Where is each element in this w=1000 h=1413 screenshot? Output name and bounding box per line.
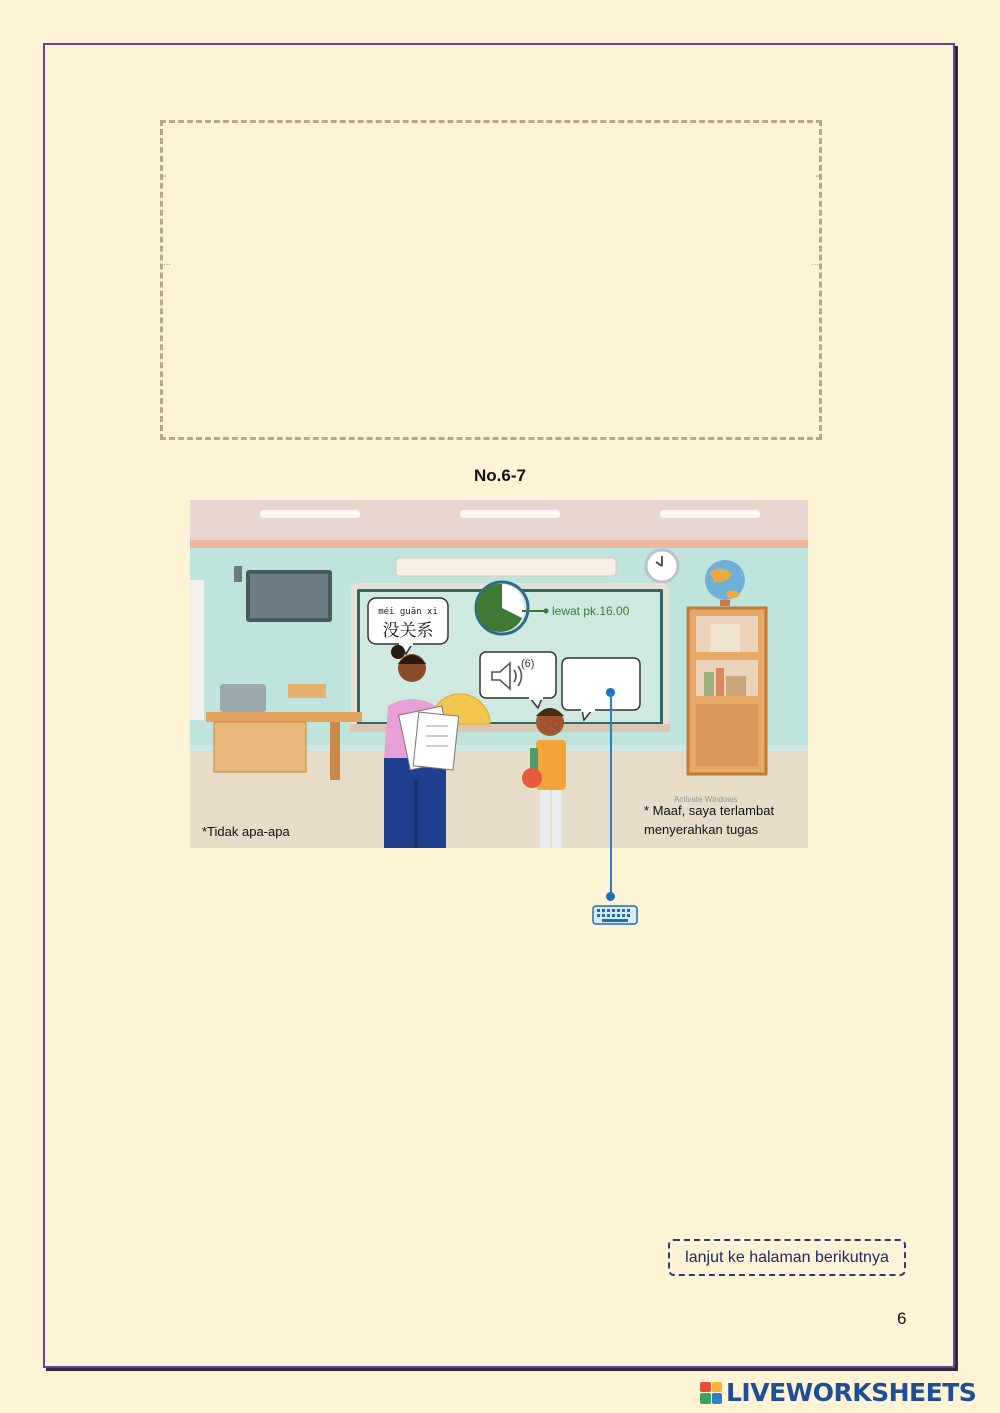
corner-mark: ‘‘ (163, 174, 167, 183)
empty-answer-frame (160, 120, 822, 440)
section-title: No.6-7 (474, 466, 526, 485)
corner-mark: ‘‘ (815, 174, 819, 183)
corner-mark: … (163, 258, 171, 267)
liveworksheets-badge-icon (700, 1382, 722, 1404)
answer-connector-line (610, 692, 612, 896)
hanzi-text: 没关系 (382, 621, 434, 641)
answer-speech-bubble (562, 658, 640, 720)
corner-mark: … (811, 258, 819, 267)
audio-number: (6) (521, 658, 535, 670)
next-page-button[interactable]: lanjut ke halaman berikutnya (668, 1239, 906, 1276)
answer-anchor-dot[interactable] (606, 892, 615, 901)
clock-label: lewat pk.16.00 (552, 604, 630, 618)
wall-clock-icon (646, 550, 678, 582)
caption-right-line1: * Maaf, saya terlambat (644, 803, 775, 818)
liveworksheets-logo[interactable] (700, 1378, 976, 1407)
caption-right-line2: menyerahkan tugas (644, 822, 759, 837)
brand-name: LIVEWORKSHEETS (726, 1378, 977, 1407)
watermark-text: Activate Windows (674, 795, 738, 804)
page-number: 6 (897, 1309, 907, 1328)
keyboard-icon[interactable] (592, 905, 638, 925)
pinyin-text: méi guān xi (378, 607, 438, 617)
caption-left: *Tidak apa-apa (202, 824, 290, 839)
classroom-scene (190, 500, 808, 848)
